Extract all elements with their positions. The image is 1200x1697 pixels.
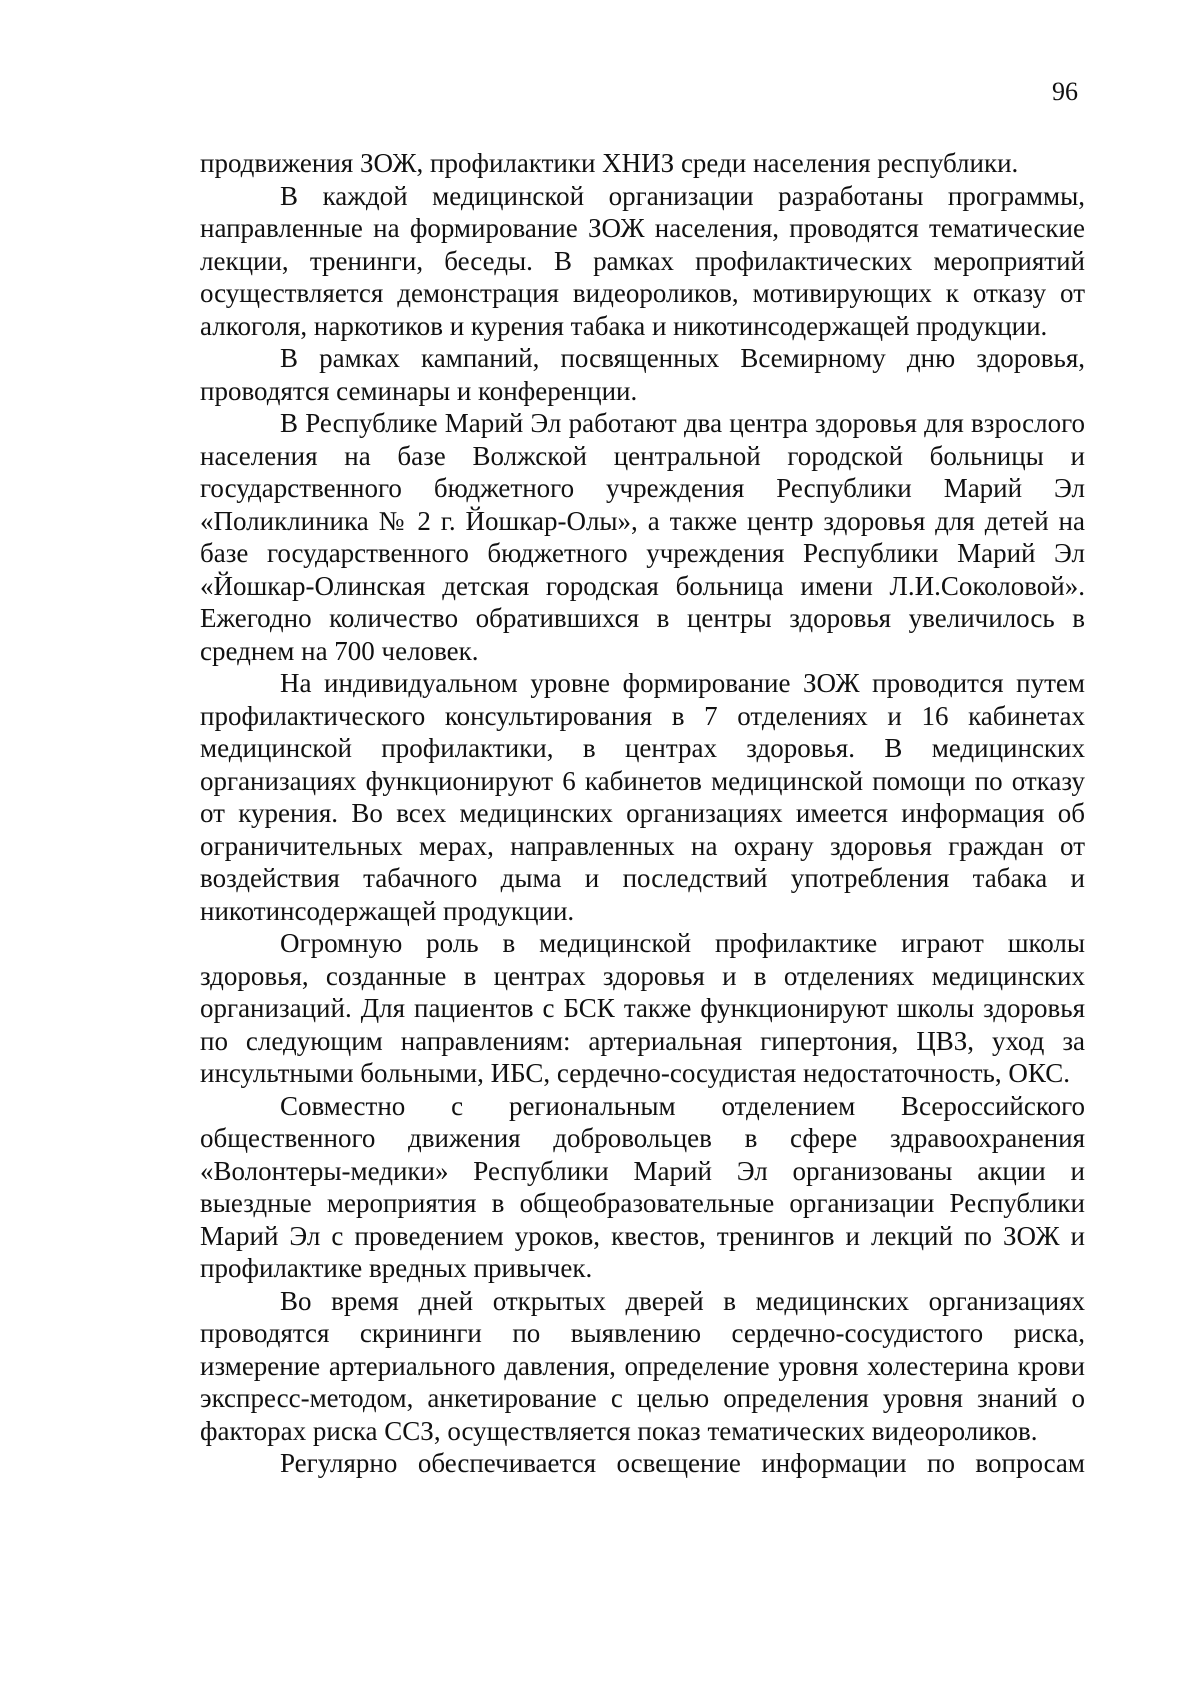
paragraph-programs: В каждой медицинской организации разработаны программы, направленные на формирование ЗОЖ населения, проводятся тематические лекции, тренинги, беседы. В рамках профилактических мероприятий осуществляется демонстрация видеороликов, мотивирующих к отказу от алкоголя, наркотиков и курения табака и никотинсодержащей продукции.: [200, 180, 1085, 341]
paragraph-health-centers: В Республике Марий Эл работают два центра здоровья для взрослого населения на базе Волжской центральной городской больницы и государственного бюджетного учреждения Республики Марий Эл «Поликлиника № 2 г. Йошкар-Олы», а также центр здоровья для детей на базе государственного бюджетного учреждения Республики Марий Эл «Йошкар-Олинская детская городская больница имени Л.И.Соколовой». Ежегодно количество обратившихся в центры здоровья увеличилось в среднем на 700 человек.: [200, 408, 1085, 666]
paragraph-continuation: продвижения ЗОЖ, профилактики ХНИЗ среди населения республики.: [200, 148, 1019, 178]
document-body: [200, 147, 1085, 1480]
paragraph-open-days: Во время дней открытых дверей в медицинских организациях проводятся скрининги по выявлению сердечно-сосудистого риска, измерение артериального давления, определение уровня холестерина крови экспресс-методом, анкетирование с целью определения уровня знаний о факторах риска ССЗ, осуществляется показ тематических видеороликов.: [200, 1285, 1085, 1446]
page-number: 96: [1052, 77, 1078, 106]
paragraph-health-schools: Огромную роль в медицинской профилактике играют школы здоровья, созданные в центрах здоровья и в отделениях медицинских организаций. Для пациентов с БСК также функционируют школы здоровья по следующим направлениям: артериальная гипертония, ЦВЗ, уход за инсультными больными, ИБС, сердечно-сосудистая недостаточность, ОКС.: [200, 928, 1085, 1088]
paragraph-volunteers: Совместно с региональным отделением Всероссийского общественного движения добровольцев в сфере здравоохранения «Волонтеры-медики» Республики Марий Эл организованы акции и выездные мероприятия в общеобразовательные организации Республики Марий Эл с проведением уроков, квестов, тренингов и лекций по ЗОЖ и профилактике вредных привычек.: [200, 1090, 1085, 1283]
paragraph-individual-level: На индивидуальном уровне формирование ЗОЖ проводится путем профилактического консультирования в 7 отделениях и 16 кабинетах медицинской профилактики, в центрах здоровья. В медицинских организациях функционируют 6 кабинетов медицинской помощи по отказу от курения. Во всех медицинских организациях имеется информация об ограничительных мерах, направленных на охрану здоровья граждан от воздействия табачного дыма и последствий употребления табака и никотинсодержащей продукции.: [200, 668, 1085, 926]
paragraph-world-health-day: В рамках кампаний, посвященных Всемирному дню здоровья, проводятся семинары и конференции.: [200, 343, 1085, 406]
paragraph-information-coverage: Регулярно обеспечивается освещение информации по вопросам: [280, 1448, 1085, 1478]
